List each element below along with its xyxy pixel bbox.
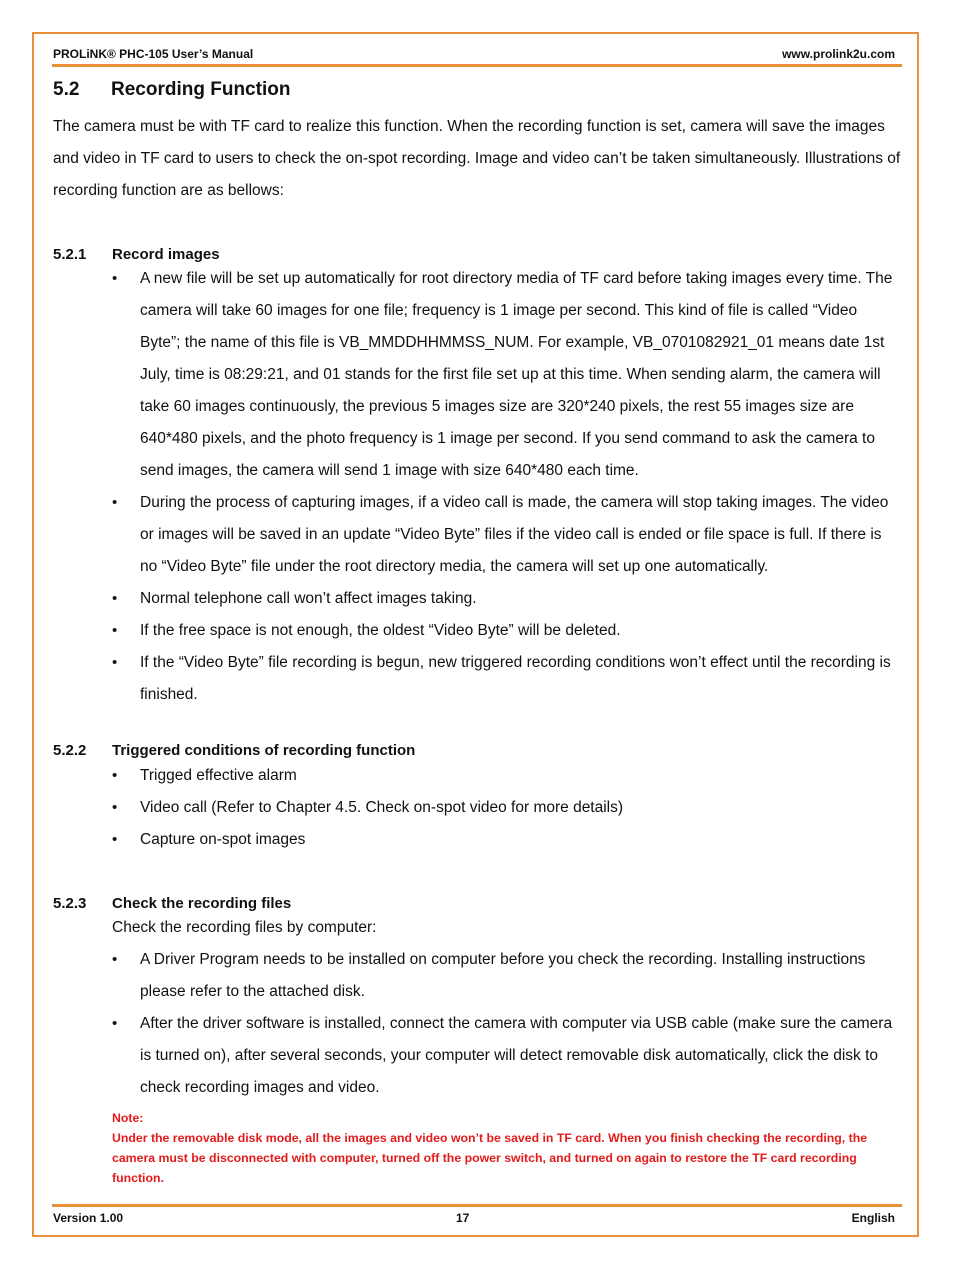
subsection-number: 5.2.2	[53, 742, 87, 759]
subsection-number: 5.2.3	[53, 895, 87, 912]
header-website: www.prolink2u.com	[782, 47, 895, 61]
list-item: • Video call (Refer to Chapter 4.5. Check on-spot video for more details)	[112, 792, 897, 824]
check-files-list	[112, 944, 897, 1104]
page-number: 17	[456, 1211, 470, 1225]
subsection-heading-triggered-conditions	[53, 742, 415, 759]
section-intro: The camera must be with TF card to realize this function. When the recording function is set, camera will save the images and video in TF card to users to check the on-spot recording. Image and video can’t be taken simultaneously. Illustrations of recording function are as bellows:	[53, 118, 901, 199]
list-item: • If the free space is not enough, the oldest “Video Byte” will be deleted.	[112, 615, 897, 647]
note-block	[112, 1108, 902, 1188]
section-heading	[53, 79, 290, 101]
subsection-heading-check-files	[53, 895, 291, 912]
record-images-list	[112, 263, 897, 711]
footer-divider	[52, 1204, 902, 1207]
list-item: • If the “Video Byte” file recording is begun, new triggered recording conditions won’t effect until the recording is finished.	[112, 647, 897, 711]
subsection-title: Triggered conditions of recording function	[112, 742, 416, 759]
list-item: • Capture on-spot images	[112, 824, 897, 856]
section-title: Recording Function	[111, 79, 291, 100]
list-item: • Trigged effective alarm	[112, 760, 897, 792]
subsection-number: 5.2.1	[53, 246, 87, 263]
header-manual-title: PROLiNK® PHC-105 User’s Manual	[53, 47, 254, 61]
note-text: Under the removable disk mode, all the images and video won’t be saved in TF card. When you finish checking the recording, the camera must be disconnected with computer, turned off the power switch, and turned on again to restore the TF card recording function.	[112, 1131, 868, 1185]
list-item: • A new file will be set up automatically for root directory media of TF card before taking images every time. The camera will take 60 images for one file; frequency is 1 image per second. This kind of file is called “Video Byte”; the name of this file is VB_MMDDHHMMSS_NUM. For example, VB_0701082921_01 means date 1st July, time is 08:29:21, and 01 stands for the first file set up at this time. When sending alarm, the camera will take 60 images continuously, the previous 5 images size are 320*240 pixels, the rest 55 images size are 640*480 pixels, and the photo frequency is 1 image per second. If you send command to ask the camera to send images, the camera will send 1 image with size 640*480 each time.	[112, 263, 897, 487]
subsection-title: Record images	[112, 246, 220, 263]
list-item: • Normal telephone call won’t affect images taking.	[112, 583, 897, 615]
list-item: • A Driver Program needs to be installed on computer before you check the recording. Installing instructions please refer to the attached disk.	[112, 944, 897, 1008]
footer-version: Version 1.00	[53, 1211, 124, 1225]
triggered-conditions-list	[112, 760, 897, 856]
note-label: Note:	[112, 1111, 144, 1125]
check-files-lead: Check the recording files by computer:	[112, 919, 377, 936]
list-item: • During the process of capturing images, if a video call is made, the camera will stop taking images. The video or images will be saved in an update “Video Byte” files if the video call is ended or file space is full. If there is no “Video Byte” file under the root directory media, the camera will set up one automatically.	[112, 487, 897, 583]
section-number: 5.2	[53, 79, 80, 100]
list-item: • After the driver software is installed, connect the camera with computer via USB cable (make sure the camera is turned on), after several seconds, your computer will detect removable disk automatically, click the disk to check recording images and video.	[112, 1008, 897, 1104]
header-divider	[52, 64, 902, 67]
subsection-title: Check the recording files	[112, 895, 292, 912]
subsection-heading-record-images	[53, 246, 220, 263]
footer-language: English	[851, 1211, 895, 1225]
